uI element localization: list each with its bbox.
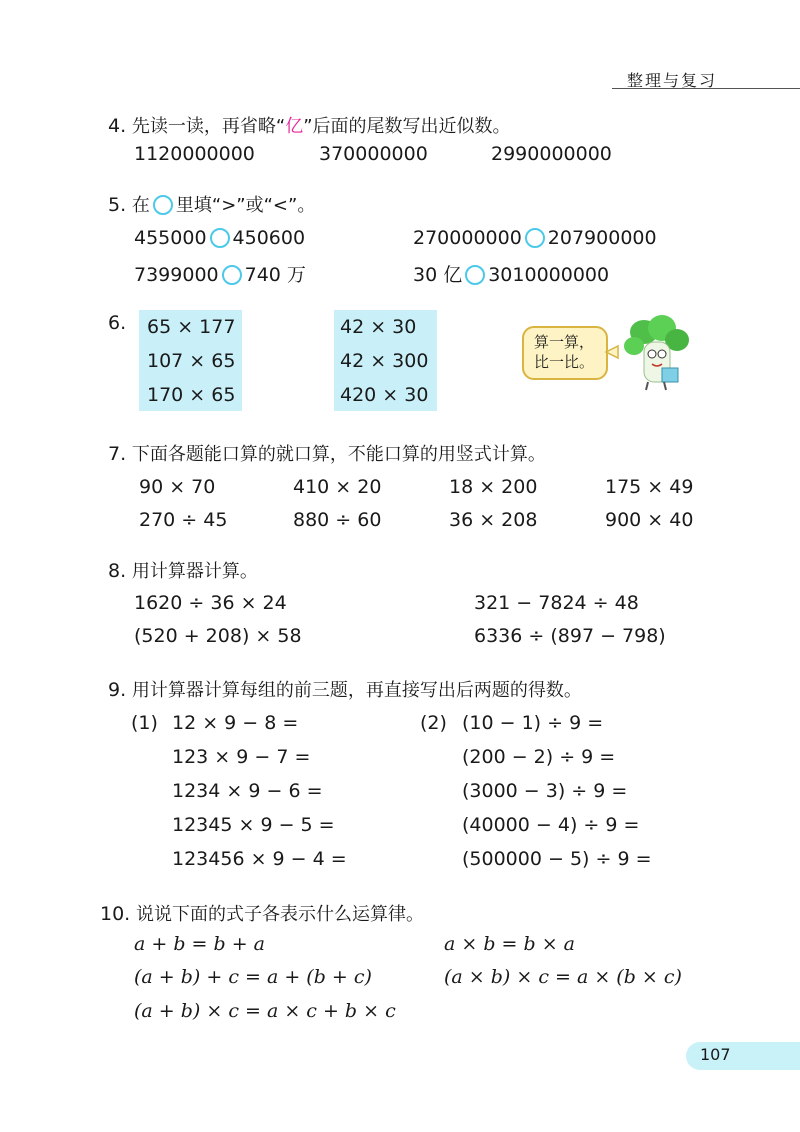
expression: (520 + 208) × 58 [134, 625, 302, 647]
law-formula: a × b = b × a [444, 933, 575, 955]
compare-left: 455000 [134, 227, 207, 249]
expression: 42 × 30 [340, 316, 417, 338]
expression: (40000 − 4) ÷ 9 = [462, 814, 640, 836]
expression: 36 × 208 [449, 509, 538, 531]
prompt-text: 里填“>”或“<”。 [175, 195, 316, 216]
prompt-text: 先读一读，再省略“ [131, 116, 286, 137]
compare-item [413, 227, 657, 249]
highlight-text: 亿 [285, 116, 304, 137]
expression: 410 × 20 [293, 476, 382, 498]
expression: 12 × 9 − 8 = [172, 712, 299, 734]
expression: 175 × 49 [605, 476, 694, 498]
prompt-text: 用计算器计算。 [131, 561, 258, 582]
compare-left: 7399000 [134, 264, 219, 286]
expression: 1620 ÷ 36 × 24 [134, 592, 287, 614]
number-item: 2990000000 [491, 143, 612, 165]
compare-left: 270000000 [413, 227, 522, 249]
expression: 18 × 200 [449, 476, 538, 498]
compare-item [134, 227, 305, 249]
question-4-prompt [108, 112, 511, 138]
expression: 65 × 177 [147, 316, 236, 338]
expression: 123456 × 9 − 4 = [172, 848, 347, 870]
question-number: 8. [108, 560, 127, 582]
compare-item [134, 260, 306, 287]
expression: 42 × 300 [340, 350, 429, 372]
blank-circle[interactable] [222, 265, 242, 285]
question-9-prompt [108, 676, 582, 702]
number-item: 370000000 [319, 143, 428, 165]
expression: 270 ÷ 45 [139, 509, 228, 531]
prompt-text: 在 [131, 195, 150, 216]
calculator [662, 368, 678, 382]
question-10-prompt [100, 900, 424, 926]
calc-group-1 [139, 310, 242, 411]
expression: 1234 × 9 − 6 = [172, 780, 323, 802]
prompt-text: ”后面的尾数写出近似数。 [303, 116, 511, 137]
expression: 420 × 30 [340, 384, 429, 406]
blank-circle[interactable] [525, 228, 545, 248]
expression: 321 − 7824 ÷ 48 [474, 592, 639, 614]
law-formula: a + b = b + a [134, 933, 265, 955]
expression: (3000 − 3) ÷ 9 = [462, 780, 628, 802]
speech-bubble [522, 326, 608, 380]
compare-item [413, 260, 609, 287]
expression: (10 − 1) ÷ 9 = [462, 712, 604, 734]
bubble-line: 比一比。 [534, 353, 595, 371]
expression: 900 × 40 [605, 509, 694, 531]
law-formula: (a + b) × c = a × c + b × c [134, 1000, 396, 1022]
header-divider [612, 88, 800, 89]
leg [646, 382, 648, 390]
blank-circle[interactable] [210, 228, 230, 248]
expression: (200 − 2) ÷ 9 = [462, 746, 616, 768]
page-section-title: 整理与复习 [627, 71, 718, 90]
blank-circle[interactable] [465, 265, 485, 285]
compare-right: 3010000000 [488, 264, 610, 286]
expression: 170 × 65 [147, 384, 236, 406]
expression: 90 × 70 [139, 476, 216, 498]
leg [664, 382, 666, 390]
vegetable-mascot-illustration [604, 312, 696, 392]
compare-left: 30 亿 [413, 264, 463, 286]
bubble-tail [606, 346, 618, 358]
expression: (500000 − 5) ÷ 9 = [462, 848, 652, 870]
question-number: 10. [100, 903, 131, 925]
question-number: 7. [108, 443, 127, 465]
expression: 12345 × 9 − 5 = [172, 814, 335, 836]
prompt-text: 说说下面的式子各表示什么运算律。 [135, 904, 424, 925]
calc-group-2 [334, 310, 437, 411]
question-number: 4. [108, 115, 127, 137]
compare-right: 740 万 [244, 264, 306, 286]
leaf [624, 337, 644, 355]
law-formula: (a × b) × c = a × (b × c) [444, 966, 682, 988]
eye [648, 350, 656, 358]
number-item: 1120000000 [134, 143, 255, 165]
law-formula: (a + b) + c = a + (b + c) [134, 966, 372, 988]
group-label: (2) [420, 712, 447, 734]
expression: 880 ÷ 60 [293, 509, 382, 531]
group-label: (1) [131, 712, 158, 734]
question-7-prompt [108, 440, 546, 466]
question-number: 5. [108, 194, 127, 216]
question-number: 9. [108, 679, 127, 701]
expression: 6336 ÷ (897 − 798) [474, 625, 666, 647]
question-number: 6. [108, 312, 127, 334]
page-number: 107 [700, 1045, 731, 1064]
question-5-prompt [108, 191, 315, 217]
prompt-text: 用计算器计算每组的前三题，再直接写出后两题的得数。 [131, 680, 582, 701]
expression: 107 × 65 [147, 350, 236, 372]
question-8-prompt [108, 557, 258, 583]
bubble-line: 算一算， [534, 333, 595, 351]
compare-right: 207900000 [547, 227, 657, 249]
expression: 123 × 9 − 7 = [172, 746, 311, 768]
blank-circle[interactable] [153, 195, 173, 215]
compare-right: 450600 [232, 227, 306, 249]
eye [658, 350, 666, 358]
prompt-text: 下面各题能口算的就口算，不能口算的用竖式计算。 [131, 444, 546, 465]
